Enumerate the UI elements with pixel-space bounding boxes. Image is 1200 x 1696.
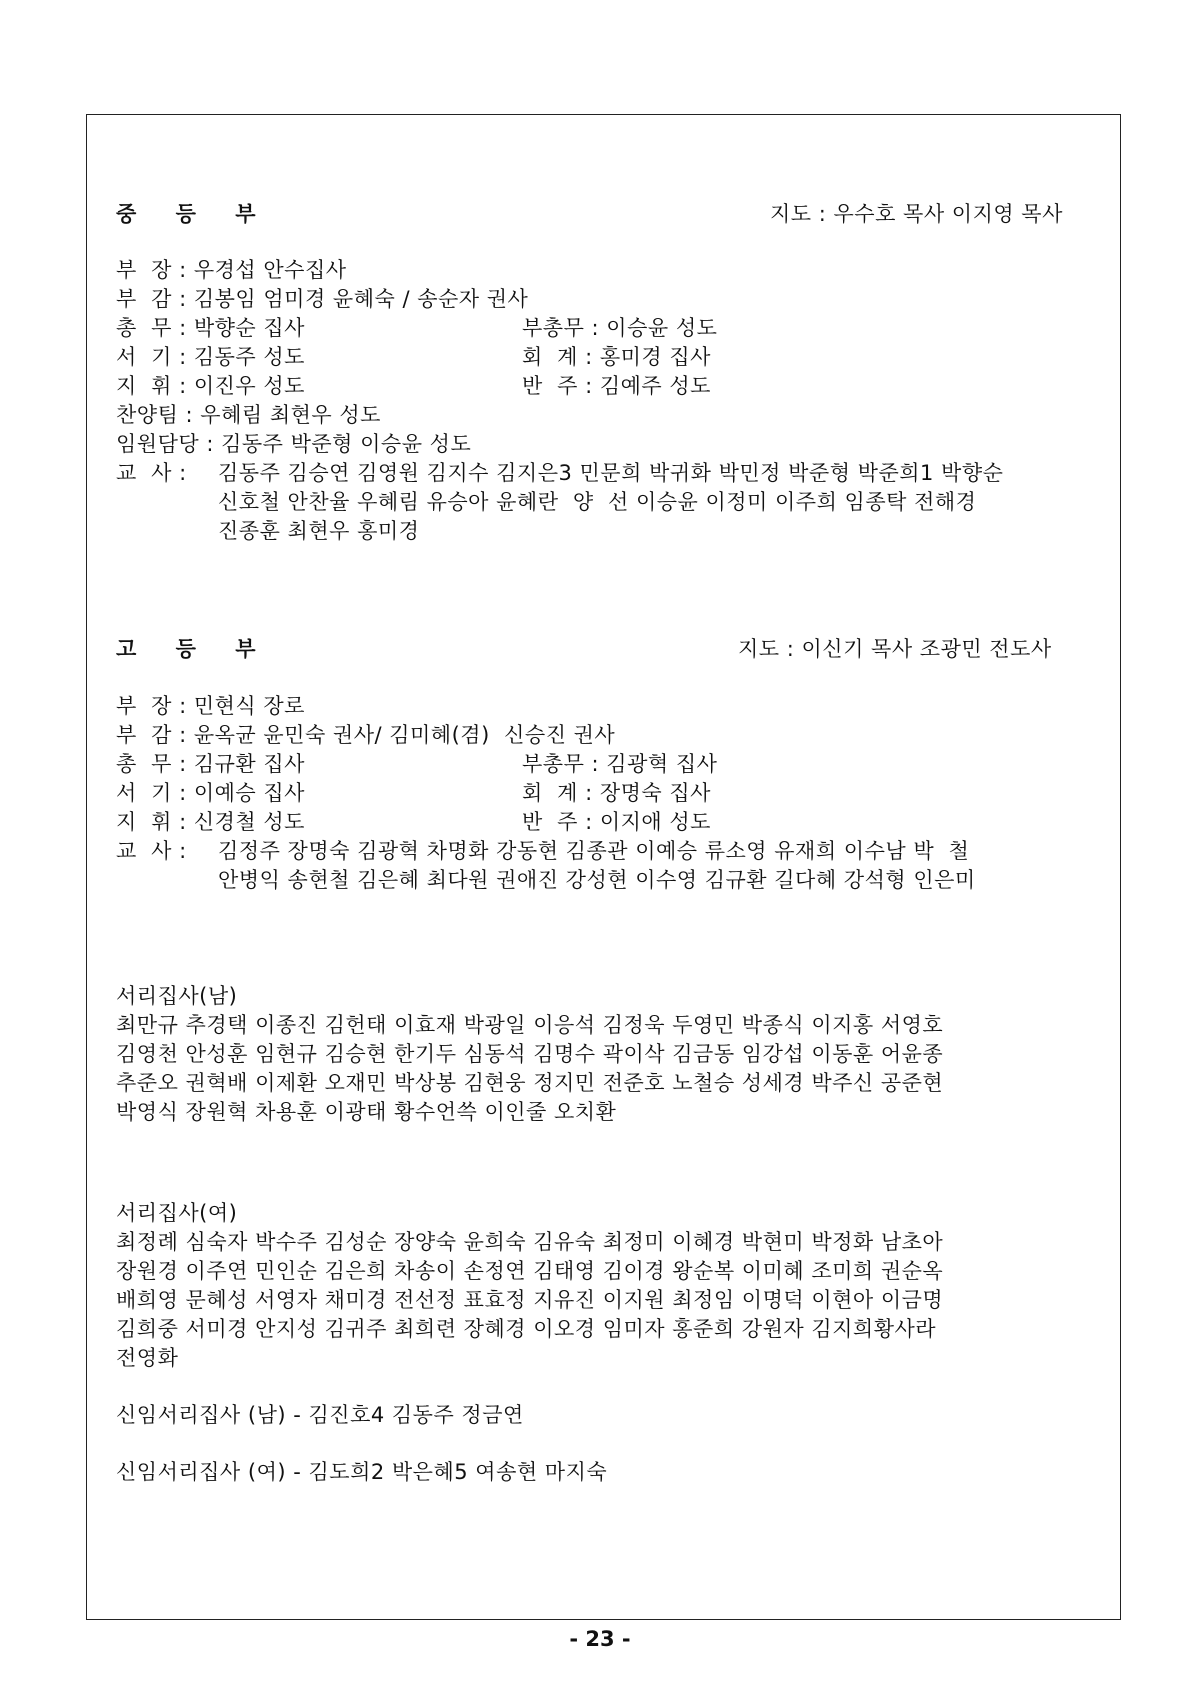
new-deacons-male: 신임서리집사 (남) - 김진호4 김동주 정금연 bbox=[116, 1403, 524, 1427]
middle-row-accompanist: 반 주 : 김예주 성도 bbox=[522, 374, 711, 398]
middle-row-head: 부 장 : 우경섭 안수집사 bbox=[116, 258, 347, 282]
middle-row-general: 총 무 : 박향순 집사 bbox=[116, 316, 305, 340]
high-row-secretary: 서 기 : 이예승 집사 bbox=[116, 781, 305, 805]
middle-teachers-line: 김동주 김승연 김영원 김지수 김지은3 민문희 박귀화 박민정 박준형 박준희1 박향순 bbox=[218, 461, 1004, 485]
deacons-male-line: 추준오 권혁배 이제환 오재민 박상봉 김현웅 정지민 전준호 노철승 성세경 박주신 공준현 bbox=[116, 1071, 944, 1095]
middle-row-praise: 찬양팀 : 우혜림 최현우 성도 bbox=[116, 403, 381, 427]
section-title-middle: 중 등 부 bbox=[116, 202, 272, 226]
high-guide: 지도 : 이신기 목사 조광민 전도사 bbox=[738, 637, 1052, 661]
high-row-vice-general: 부총무 : 김광혁 집사 bbox=[522, 752, 718, 776]
middle-row-conductor: 지 휘 : 이진우 성도 bbox=[116, 374, 305, 398]
middle-row-secretary: 서 기 : 김동주 성도 bbox=[116, 345, 305, 369]
middle-teachers-line: 진종훈 최현우 홍미경 bbox=[218, 519, 420, 543]
deacons-male-line: 김영천 안성훈 임현규 김승현 한기두 심동석 김명수 곽이삭 김금동 임강섭 이동훈 어윤종 bbox=[116, 1042, 944, 1066]
deacons-female-title: 서리집사(여) bbox=[116, 1201, 238, 1225]
high-row-vice: 부 감 : 윤옥균 윤민숙 권사/ 김미혜(겸) 신승진 권사 bbox=[116, 723, 616, 747]
high-teachers-line: 안병익 송현철 김은혜 최다원 권애진 강성현 이수영 김규환 길다혜 강석형 인은미 bbox=[218, 868, 976, 892]
new-deacons-female: 신임서리집사 (여) - 김도희2 박은혜5 여송현 마지숙 bbox=[116, 1460, 608, 1484]
deacons-male-line: 최만규 추경택 이종진 김헌태 이효재 박광일 이응석 김정욱 두영민 박종식 이지홍 서영호 bbox=[116, 1013, 944, 1037]
high-row-treasurer: 회 계 : 장명숙 집사 bbox=[522, 781, 711, 805]
high-row-conductor: 지 휘 : 신경철 성도 bbox=[116, 810, 305, 834]
deacons-female-line: 장원경 이주연 민인순 김은희 차송이 손정연 김태영 김이경 왕순복 이미혜 조미희 권순옥 bbox=[116, 1259, 944, 1283]
high-row-head: 부 장 : 민현식 장로 bbox=[116, 694, 305, 718]
middle-teachers-line: 신호철 안찬율 우혜림 유승아 윤혜란 양 선 이승윤 이정미 이주희 임종탁 전해경 bbox=[218, 490, 977, 514]
middle-row-vice: 부 감 : 김봉임 엄미경 윤혜숙 / 송순자 권사 bbox=[116, 287, 529, 311]
middle-row-treasurer: 회 계 : 홍미경 집사 bbox=[522, 345, 711, 369]
high-teachers-line: 김정주 장명숙 김광혁 차명화 강동현 김종관 이예승 류소영 유재희 이수남 박 철 bbox=[218, 839, 970, 863]
high-row-general: 총 무 : 김규환 집사 bbox=[116, 752, 305, 776]
deacons-male-title: 서리집사(남) bbox=[116, 984, 238, 1008]
high-teachers-label: 교 사 : bbox=[116, 839, 187, 863]
deacons-female-line: 김희중 서미경 안지성 김귀주 최희련 장혜경 이오경 임미자 홍준희 강원자 김지희황사라 bbox=[116, 1317, 937, 1341]
deacons-female-line: 최정례 심숙자 박수주 김성순 장양숙 윤희숙 김유숙 최정미 이혜경 박현미 박정화 남초아 bbox=[116, 1230, 944, 1254]
middle-row-officer: 임원담당 : 김동주 박준형 이승윤 성도 bbox=[116, 432, 472, 456]
middle-guide: 지도 : 우수호 목사 이지영 목사 bbox=[770, 202, 1063, 226]
high-row-accompanist: 반 주 : 이지애 성도 bbox=[522, 810, 711, 834]
deacons-female-line: 전영화 bbox=[116, 1346, 179, 1370]
middle-row-vice-general: 부총무 : 이승윤 성도 bbox=[522, 316, 718, 340]
middle-teachers-label: 교 사 : bbox=[116, 461, 187, 485]
page-number: - 23 - bbox=[569, 1627, 631, 1651]
deacons-female-line: 배희영 문혜성 서영자 채미경 전선정 표효정 지유진 이지원 최정임 이명덕 이현아 이금명 bbox=[116, 1288, 944, 1312]
deacons-male-line: 박영식 장원혁 차용훈 이광태 황수언쓱 이인줄 오치환 bbox=[116, 1100, 617, 1124]
section-title-high: 고 등 부 bbox=[116, 637, 272, 661]
